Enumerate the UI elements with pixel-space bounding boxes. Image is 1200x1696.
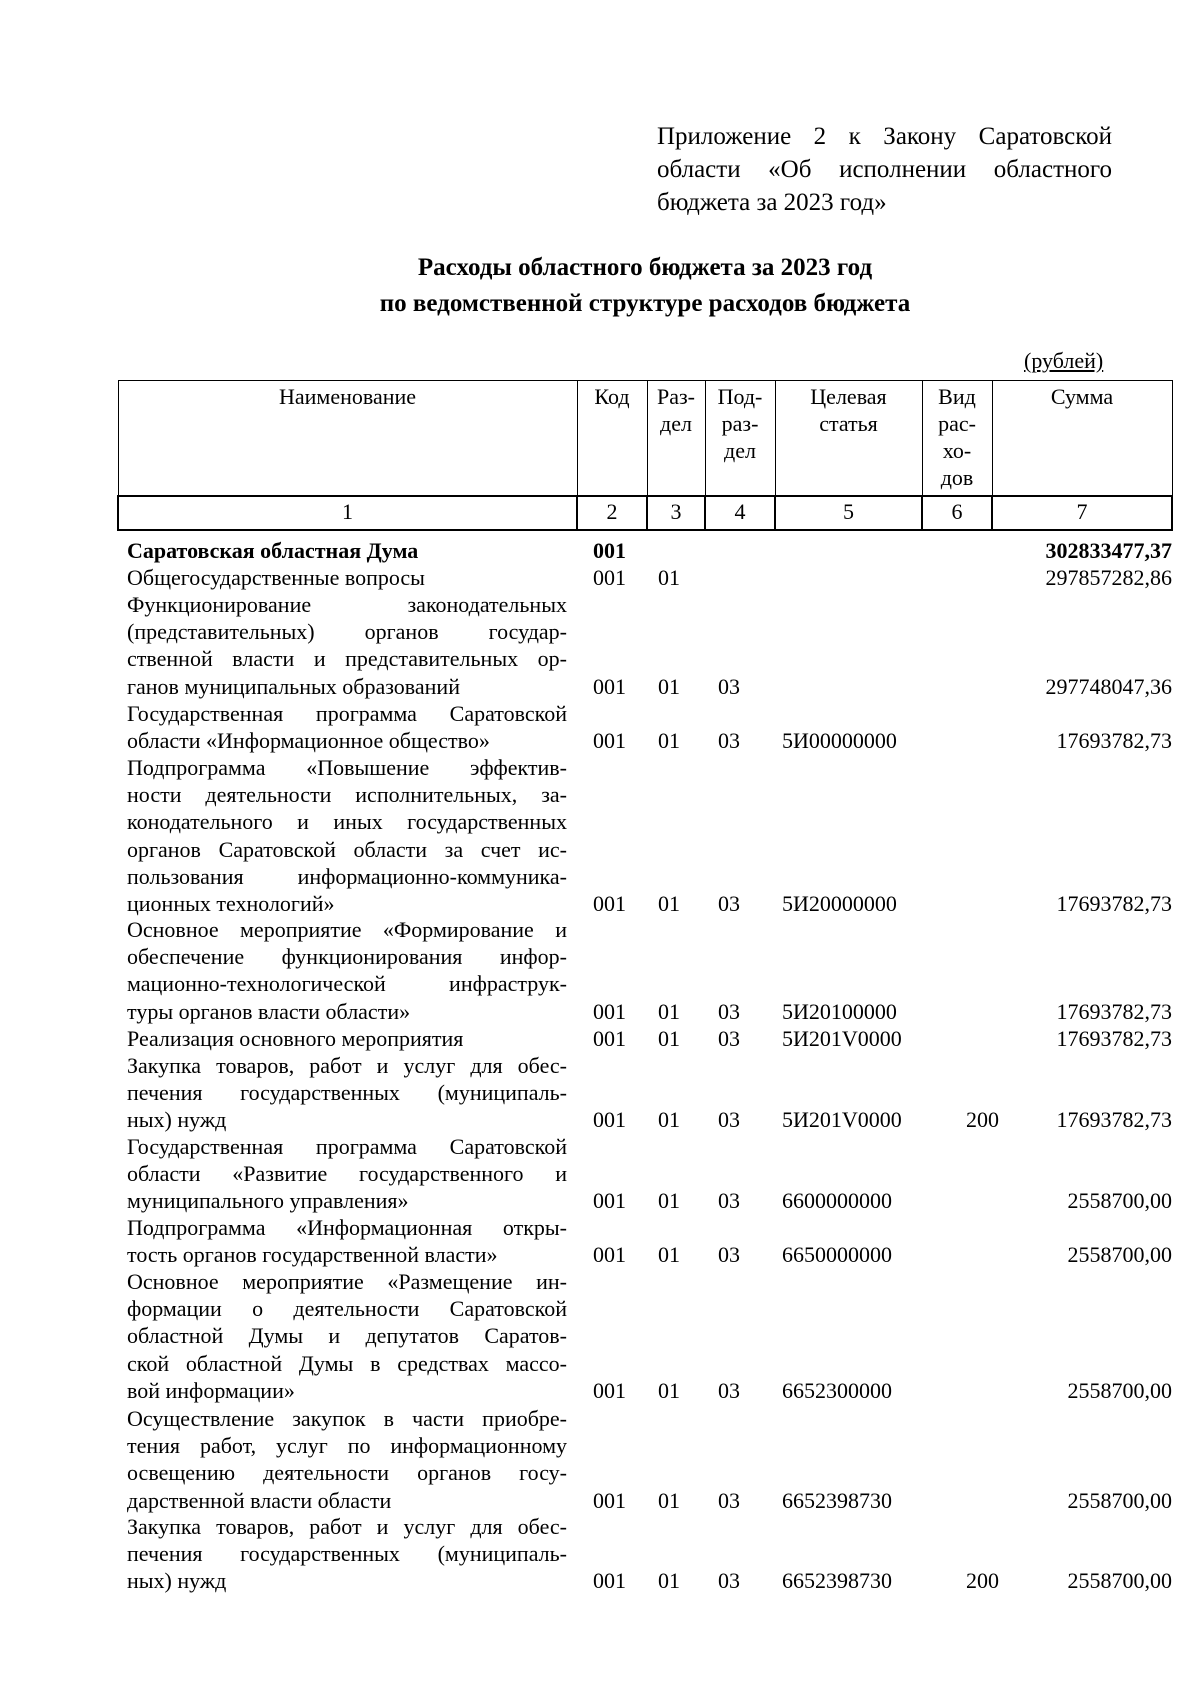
row-code: 001 [593,1188,626,1214]
header-name: Наименование [118,381,577,497]
row-subsection: 03 [718,1377,740,1403]
header-subsection: Под- раз- дел [705,381,775,497]
row-name-line: Саратовская областная Дума [127,538,419,563]
header-target: Целевая статья [775,381,922,497]
row-name-line: области «Развитие государственного и [127,1161,567,1187]
row-name-line: туры органов власти области» [127,998,411,1024]
row-name-line: органов Саратовской области за счет ис- [127,836,567,862]
row-section: 01 [658,1487,680,1513]
row-name-line: Государственная программа Саратовской [127,1134,567,1159]
col-number: 7 [992,496,1172,530]
table-row [127,1133,1172,1215]
row-name-line: тения работ, услуг по информационному [127,1433,567,1459]
row-name-line: ности деятельности исполнительных, за- [127,782,567,808]
row-name [127,754,567,917]
row-name-line: обеспечение функционирования инфор- [127,944,567,970]
header-code: Код [577,381,647,497]
row-name-line: дарственной власти области [127,1487,392,1513]
row-sum: 17693782,73 [1056,891,1172,917]
row-sum: 297748047,36 [1045,673,1172,699]
row-name-line: Закупка товаров, работ и услуг для обес- [127,1514,567,1539]
table-row [127,537,1172,564]
row-sum: 2558700,00 [1067,1377,1172,1403]
row-section: 01 [658,1377,680,1403]
row-target: 5И20000000 [782,891,897,917]
row-code: 001 [593,538,626,563]
header-sum: Сумма [992,381,1172,497]
row-subsection: 03 [718,1242,740,1268]
row-section: 01 [658,728,680,754]
row-name-line: Основное мероприятие «Размещение ин- [127,1269,567,1294]
row-section: 01 [658,673,680,699]
appendix-line: области «Об исполнении областного [657,156,1112,183]
row-name-line: областной Думы и депутатов Саратов- [127,1323,567,1349]
row-name-line: Закупка товаров, работ и услуг для обес- [127,1053,567,1078]
row-name-line: Государственная программа Саратовской [127,701,567,726]
row-target: 5И20100000 [782,998,897,1024]
col-number: 4 [705,496,775,530]
row-name-line: тость органов государственной власти» [127,1242,498,1268]
row-section: 01 [658,1026,680,1051]
row-code: 001 [593,1568,626,1594]
row-section: 01 [658,565,680,590]
row-name-line: печения государственных (муниципаль- [127,1541,567,1567]
document-subtitle: по ведомственной структуре расходов бюджета [379,290,911,317]
row-name [127,1405,567,1514]
table-row [127,1405,1172,1514]
row-sum: 2558700,00 [1067,1188,1172,1214]
appendix-line: бюджета за 2023 год» [657,189,887,216]
row-name-line: конодательного и иных государственных [127,809,567,835]
row-code: 001 [593,565,626,590]
row-name-line: ционных технологий» [127,891,335,917]
row-subsection: 03 [718,1487,740,1513]
col-number: 1 [118,496,577,530]
row-target: 6652398730 [782,1487,892,1513]
row-exp-type: 200 [966,1107,999,1133]
row-target: 6600000000 [782,1188,892,1214]
row-name-line: вой информации» [127,1377,295,1403]
table-row [127,1513,1172,1595]
units-label: (рублей) [1024,348,1104,373]
row-name-line: ных) нужд [127,1107,227,1133]
col-number: 5 [775,496,922,530]
row-target: 6652300000 [782,1377,892,1403]
row-name [127,591,567,700]
row-subsection: 03 [718,1026,740,1051]
row-name-line: ственной власти и представительных ор- [127,646,567,672]
table-row [127,916,1172,1025]
row-name-line: Общегосударственные вопросы [127,565,425,590]
row-name [127,1513,567,1595]
row-name-line: Подпрограмма «Информационная откры- [127,1215,567,1240]
row-name-line: ганов муниципальных образований [127,673,460,699]
row-name-line: области «Информационное общество» [127,728,490,754]
row-name [127,1268,567,1404]
row-target: 5И201V0000 [782,1107,902,1133]
row-subsection: 03 [718,1568,740,1594]
row-name [127,1052,567,1134]
row-section: 01 [658,998,680,1024]
row-target: 6650000000 [782,1242,892,1268]
header-section: Раз- дел [647,381,705,497]
row-name-line: Подпрограмма «Повышение эффектив- [127,755,567,780]
row-code: 001 [593,1377,626,1403]
row-name [127,1214,567,1268]
row-subsection: 03 [718,998,740,1024]
table-row [127,1268,1172,1404]
row-target: 5И00000000 [782,728,897,754]
row-sum: 17693782,73 [1056,1026,1172,1051]
row-name-line: Основное мероприятие «Формирование и [127,917,567,942]
appendix-line: Приложение 2 к Закону Саратовской [657,123,1112,150]
row-section: 01 [658,1242,680,1268]
col-number: 2 [577,496,647,530]
row-section: 01 [658,1107,680,1133]
row-sum: 17693782,73 [1056,728,1172,754]
col-number: 6 [922,496,992,530]
row-code: 001 [593,1026,626,1051]
row-sum: 2558700,00 [1067,1568,1172,1594]
row-sum: 17693782,73 [1056,1107,1172,1133]
table-row [127,1025,1172,1052]
table-row [127,564,1172,591]
row-sum: 2558700,00 [1067,1242,1172,1268]
row-name-line: печения государственных (муниципаль- [127,1080,567,1106]
row-exp-type: 200 [966,1568,999,1594]
row-subsection: 03 [718,728,740,754]
document-title: Расходы областного бюджета за 2023 год [417,254,873,281]
table-row [127,591,1172,700]
row-code: 001 [593,891,626,917]
appendix-note [657,120,1112,219]
row-name-line: ской областной Думы в средствах массо- [127,1350,567,1376]
row-sum: 297857282,86 [1045,565,1172,590]
row-name-line: формации о деятельности Саратовской [127,1296,567,1322]
header-exp-type: Вид рас- хо- дов [922,381,992,497]
row-sum: 2558700,00 [1067,1487,1172,1513]
row-name [127,700,567,754]
row-sum: 302833477,37 [1045,538,1172,563]
row-code: 001 [593,728,626,754]
row-code: 001 [593,1242,626,1268]
row-code: 001 [593,1107,626,1133]
table-row [127,754,1172,917]
col-number: 3 [647,496,705,530]
table-header [117,380,1173,531]
row-subsection: 03 [718,673,740,699]
row-name-line: мационно-технологической инфраструк- [127,971,567,997]
row-subsection: 03 [718,891,740,917]
row-section: 01 [658,1568,680,1594]
row-section: 01 [658,1188,680,1214]
row-name-line: Реализация основного мероприятия [127,1026,464,1051]
row-target: 5И201V0000 [782,1026,902,1051]
row-name-line: Осуществление закупок в части приобре- [127,1406,567,1431]
row-name-line: освещению деятельности органов госу- [127,1460,567,1486]
row-name [127,564,567,591]
row-code: 001 [593,998,626,1024]
row-subsection: 03 [718,1188,740,1214]
row-name-line: пользования информационно-коммуника- [127,863,567,889]
row-code: 001 [593,1487,626,1513]
row-section: 01 [658,891,680,917]
row-target: 6652398730 [782,1568,892,1594]
table-row [127,700,1172,754]
row-name [127,1133,567,1215]
row-name [127,1025,567,1052]
row-name-line: муниципального управления» [127,1188,409,1214]
row-code: 001 [593,673,626,699]
row-sum: 17693782,73 [1056,998,1172,1024]
row-subsection: 03 [718,1107,740,1133]
table-row [127,1052,1172,1134]
row-name [127,916,567,1025]
table-row [127,1214,1172,1268]
row-name [127,537,567,564]
row-name-line: ных) нужд [127,1568,227,1594]
row-name-line: (представительных) органов государ- [127,619,567,645]
row-name-line: Функционирование законодательных [127,592,567,617]
